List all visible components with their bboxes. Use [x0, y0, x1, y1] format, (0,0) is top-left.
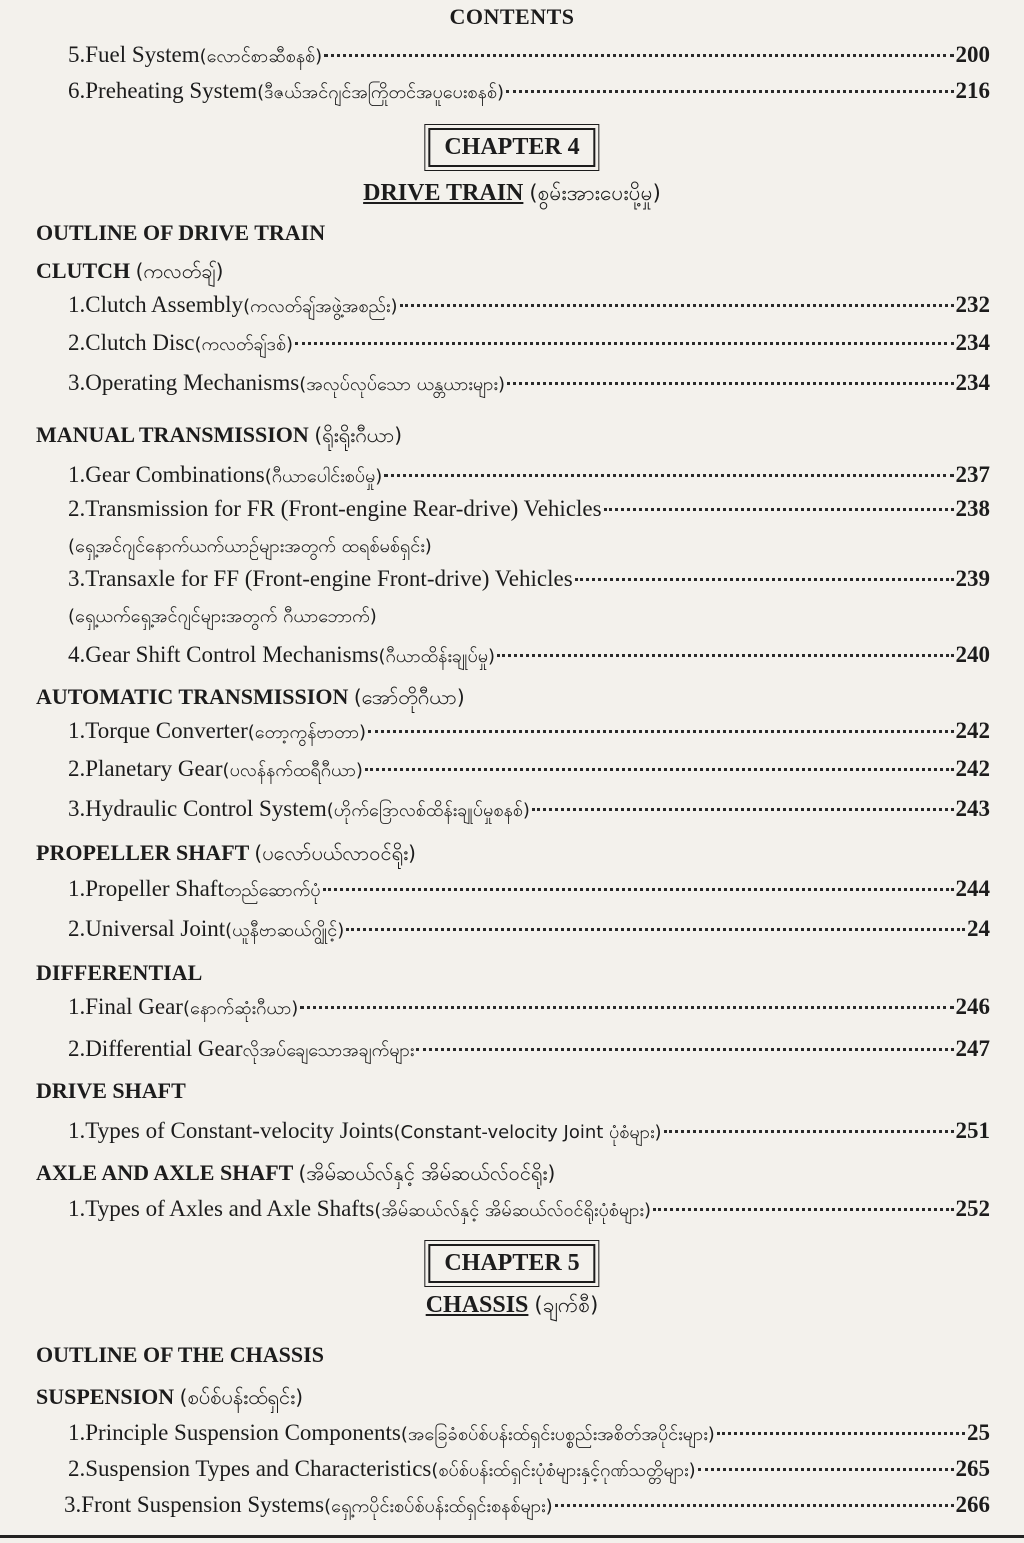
toc-entry[interactable]	[68, 78, 990, 107]
toc-entry[interactable]	[68, 496, 990, 522]
section-heading	[36, 840, 416, 870]
section-title: MANUAL TRANSMISSION	[36, 422, 309, 447]
toc-entry[interactable]	[68, 370, 990, 399]
entry-page: 242	[955, 756, 990, 781]
entry-label: 2.Universal Joint	[68, 916, 226, 941]
toc-entry[interactable]	[68, 994, 990, 1023]
chapter-title-subtitle: (ချက်စီ)	[534, 1293, 599, 1317]
section-heading	[36, 422, 402, 452]
section-subtitle: (အိမ်ဆယ်လ်နှင့် အိမ်ဆယ်လ်ဝင်ရိုး)	[298, 1161, 556, 1185]
entry-subtitle: လိုအပ်ချေသောအချက်များ	[242, 1040, 415, 1061]
chapter-5-label: CHAPTER 5	[428, 1244, 595, 1283]
dot-leader	[698, 1468, 954, 1471]
dot-leader	[653, 1208, 954, 1211]
toc-entry[interactable]	[68, 566, 990, 592]
section-heading	[36, 684, 465, 714]
entry-subtitle: (ဂီယာပေါင်းစပ်မှု)	[264, 466, 383, 487]
dot-leader	[295, 342, 953, 345]
entry-subtitle: (ကလတ်ချ်ဒစ်)	[194, 334, 294, 355]
section-heading	[36, 960, 202, 986]
entry-page: 234	[955, 330, 990, 355]
dot-leader	[365, 768, 954, 771]
dot-leader	[416, 1048, 953, 1051]
section-title: DRIVE SHAFT	[36, 1078, 186, 1103]
entry-page: 265	[955, 1456, 990, 1481]
dot-leader	[323, 888, 954, 891]
section-heading	[36, 1160, 555, 1190]
toc-entry[interactable]	[68, 642, 990, 671]
entry-page: 24	[967, 916, 990, 941]
outline-heading: OUTLINE OF DRIVE TRAIN	[36, 220, 326, 245]
entry-subtitle: (ဟိုက်ဒြောလစ်ထိန်းချုပ်မှုစနစ်)	[326, 800, 530, 821]
entry-subtitle: (ရှေ့ကပိုင်းစပ်စ်ပန်းထ်ရှင်းစနစ်များ)	[324, 1496, 553, 1517]
dot-leader	[532, 808, 954, 811]
entry-subtitle: (လောင်စာဆီစနစ်)	[199, 46, 323, 67]
entry-label: 5.Fuel System	[68, 42, 200, 67]
entry-subtitle: တည်ဆောက်ပုံ	[223, 880, 321, 901]
section-title: SUSPENSION	[36, 1384, 175, 1409]
section-subtitle: (အော်တိုဂီယာ)	[353, 685, 465, 709]
toc-entry[interactable]	[68, 330, 990, 359]
section-subtitle: (ကလတ်ချ်)	[135, 259, 224, 283]
entry-subtitle: (အိမ်ဆယ်လ်နှင့် အိမ်ဆယ်လ်ဝင်ရိုးပုံစံများ)	[374, 1200, 651, 1221]
dot-leader	[346, 928, 965, 931]
toc-entry[interactable]	[68, 796, 990, 825]
entry-subtitle: (ပလန်နက်ထရီဂီယာ)	[222, 760, 363, 781]
chapter-title-text: DRIVE TRAIN	[363, 180, 524, 206]
entry-page: 244	[955, 876, 990, 901]
entry-page: 240	[955, 642, 990, 667]
entry-page: 266	[955, 1492, 990, 1517]
entry-label: 3.Transaxle for FF (Front-engine Front-drive) Vehicles	[68, 566, 573, 591]
entry-label: 1.Types of Axles and Axle Shafts	[68, 1196, 375, 1221]
dot-leader	[506, 90, 954, 93]
entry-page: 216	[955, 78, 990, 103]
entry-label: 2.Suspension Types and Characteristics	[68, 1456, 432, 1481]
entry-subtitle: (ဒီဇယ်အင်ဂျင်အကြိုတင်အပူပေးစနစ်)	[257, 82, 504, 103]
toc-entry[interactable]	[68, 756, 990, 785]
entry-page: 251	[955, 1118, 990, 1143]
entry-subtitle: (အခြေခံစပ်စ်ပန်းထ်ရှင်းပစ္စည်းအစိတ်အပိုင်းများ)	[400, 1424, 715, 1445]
entry-note: (ရှေ့ယက်ရှေ့အင်ဂျင်များအတွက် ဂီယာဘောက်)	[68, 606, 377, 627]
entry-page: 247	[955, 1036, 990, 1061]
entry-label: 2.Differential Gear	[68, 1036, 243, 1061]
toc-entry[interactable]	[68, 1420, 990, 1449]
entry-label: 3.Hydraulic Control System	[68, 796, 327, 821]
entry-subtitle: (စပ်စ်ပန်းထ်ရှင်းပုံစံများနှင့်ဂုဏ်သတ္တိများ)	[431, 1460, 696, 1481]
entry-subtitle: (Constant-velocity Joint ပုံစံများ)	[393, 1122, 662, 1143]
toc-entry[interactable]	[68, 42, 990, 71]
entry-label: 1.Final Gear	[68, 994, 183, 1019]
entry-label: 2.Transmission for FR (Front-engine Rear-drive) Vehicles	[68, 496, 602, 521]
entry-page: 243	[955, 796, 990, 821]
chapter-5-title	[0, 1292, 1024, 1323]
entry-subtitle: (တော့ကွန်ဗာတာ)	[247, 722, 367, 743]
dot-leader	[507, 382, 954, 385]
section-title: CLUTCH	[36, 258, 131, 283]
entry-page: 237	[955, 462, 990, 487]
dot-leader	[368, 730, 953, 733]
entry-page: 242	[955, 718, 990, 743]
chapter-4-label: CHAPTER 4	[428, 128, 595, 167]
chapter-title-subtitle: (စွမ်းအားပေးပို့မှု)	[529, 181, 661, 205]
section-heading	[36, 258, 223, 288]
toc-entry[interactable]	[68, 1196, 990, 1225]
dot-leader	[604, 508, 954, 511]
entry-page: 239	[955, 566, 990, 591]
toc-entry[interactable]	[64, 1492, 990, 1521]
toc-entry[interactable]	[68, 916, 990, 945]
section-heading	[36, 1384, 303, 1414]
section-title: AXLE AND AXLE SHAFT	[36, 1160, 293, 1185]
entry-subtitle: (ကလတ်ချ်အဖွဲ့အစည်း)	[243, 296, 398, 317]
section-subtitle: (စပ်စ်ပန်းထ်ရှင်း)	[179, 1385, 303, 1409]
dot-leader	[664, 1130, 954, 1133]
entry-note: (ရှေ့အင်ဂျင်နောက်ယက်ယာဉ်များအတွက် ထရစ်မစ်ရှင်း)	[68, 536, 432, 557]
section-subtitle: (ရိုးရိုးဂီယာ)	[314, 423, 403, 447]
entry-page: 232	[955, 292, 990, 317]
contents-title: CONTENTS	[449, 4, 575, 29]
toc-entry[interactable]	[68, 1036, 990, 1065]
toc-entry[interactable]	[68, 292, 990, 321]
entry-page: 252	[955, 1196, 990, 1221]
dot-leader	[300, 1006, 953, 1009]
entry-page: 246	[955, 994, 990, 1019]
entry-label: 1.Propeller Shaft	[68, 876, 224, 901]
entry-label: 2.Planetary Gear	[68, 756, 223, 781]
outline-heading: OUTLINE OF THE CHASSIS	[36, 1342, 324, 1367]
section-heading	[36, 1078, 186, 1104]
entry-page: 238	[955, 496, 990, 521]
entry-label: 1.Clutch Assembly	[68, 292, 244, 317]
dot-leader	[400, 304, 954, 307]
entry-label: 1.Types of Constant-velocity Joints	[68, 1118, 394, 1143]
bottom-rule	[0, 1535, 1024, 1538]
chapter-4-title	[0, 180, 1024, 211]
entry-label: 1.Torque Converter	[68, 718, 248, 743]
section-title: AUTOMATIC TRANSMISSION	[36, 684, 349, 709]
entry-label: 1.Principle Suspension Components	[68, 1420, 401, 1445]
dot-leader	[575, 578, 954, 581]
entry-page: 25	[967, 1420, 990, 1445]
entry-page: 234	[955, 370, 990, 395]
chapter-title-text: CHASSIS	[425, 1292, 529, 1318]
toc-entry[interactable]	[68, 462, 990, 491]
dot-leader	[324, 54, 953, 57]
section-subtitle: (ပလော်ပယ်လာဝင်ရိုး)	[254, 841, 416, 865]
dot-leader	[717, 1432, 965, 1435]
section-title: DIFFERENTIAL	[36, 960, 203, 985]
toc-entry[interactable]	[68, 718, 990, 747]
entry-label: 6.Preheating System	[68, 78, 258, 103]
dot-leader	[384, 474, 953, 477]
entry-subtitle: (ယူနီဗာဆယ်ဂျွိုင့်)	[225, 920, 345, 941]
dot-leader	[555, 1504, 954, 1507]
entry-label: 2.Clutch Disc	[68, 330, 195, 355]
entry-subtitle: (အလုပ်လုပ်သော ယန္တယားများ)	[299, 374, 505, 395]
entry-subtitle: (ဂီယာထိန်းချုပ်မှု)	[378, 646, 496, 667]
toc-entry[interactable]	[68, 1118, 990, 1147]
entry-subtitle: (နောက်ဆုံးဂီယာ)	[182, 998, 299, 1019]
dot-leader	[497, 654, 953, 657]
section-title: PROPELLER SHAFT	[36, 840, 249, 865]
entry-page: 200	[955, 42, 990, 67]
entry-label: 3.Front Suspension Systems	[64, 1492, 325, 1517]
toc-entry[interactable]	[68, 876, 990, 905]
entry-label: 3.Operating Mechanisms	[68, 370, 300, 395]
entry-label: 4.Gear Shift Control Mechanisms	[68, 642, 379, 667]
entry-label: 1.Gear Combinations	[68, 462, 265, 487]
toc-entry[interactable]	[68, 1456, 990, 1485]
